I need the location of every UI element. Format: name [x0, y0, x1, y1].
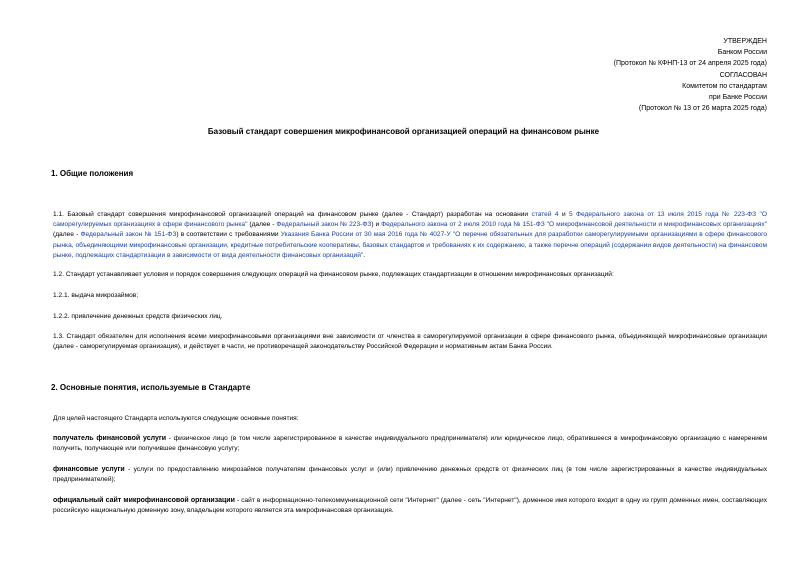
link-article-4[interactable]: статей 4: [531, 211, 559, 218]
paragraph-1-2-2: 1.2.2. привлечение денежных средств физических лиц.: [53, 313, 223, 320]
term-financial-services: финансовые услуги: [53, 466, 125, 473]
agreed-by: Комитетом по стандартам: [682, 82, 767, 90]
p1-text-g: .: [363, 251, 366, 259]
p1-text-f: ) в соответствии с требованиями: [176, 231, 281, 239]
link-bank-directive[interactable]: Указания Банка России от 30 мая 2016 года № 4027-У "О перечне обязательных для разработки саморегулируемыми организациями в сфере финансового рынка, объединяющими микрофинансовые организации, кредитные потребительские кооперативы, базовых стандартов и требованиях к их содержанию, а также перечне операций (содержании видов деятельности) на финансовом рынке, подлежащих стандартизации в зависимости от вида деятельности финансовых организаций": [53, 231, 767, 259]
paragraph-1-2-1: 1.2.1. выдача микрозаймов;: [53, 292, 139, 299]
p1-text-e: (далее -: [53, 231, 81, 239]
approved-protocol: (Протокол № КФНП-13 от 24 апреля 2025 года): [613, 60, 767, 68]
section-1-heading: 1. Общие положения: [51, 169, 134, 178]
paragraph-1-1: [53, 210, 767, 261]
def-official-website: - сайт в информационно-телекоммуникационной сети "Интернет" (далее - сеть "Интернет"), доменное имя которого входит в одну из групп доменных имен, составляющих российскую национальную доменную зону, владельцем которого является эта микрофинансовая организация.: [53, 497, 768, 515]
link-fz-151[interactable]: Федерального закона от 2 июля 2010 года № 151-ФЗ "О микрофинансовой деятельности и микрофинансовых организациях": [381, 221, 767, 229]
paragraph-1-3: 1.3. Стандарт обязателен для исполнения всеми микрофинансовыми организациями вне зависимости от членства в саморегулируемой организации в сфере финансового рынка, объединяющей микрофинансовые организации (далее - саморегулируемая организация), и действует в части, не противоречащей законодательству Российской Федерации и нормативным актам Банка России.: [53, 333, 767, 351]
definition-financial-service-recipient: [53, 434, 767, 454]
link-fz-223[interactable]: 5 Федерального закона от 13 июля 2015 года № 223-ФЗ "О саморегулируемых организациях в сфере финансового рынка": [53, 211, 767, 229]
p1-text-b: и: [558, 211, 569, 218]
p1-text-c: (далее -: [247, 221, 277, 229]
link-fz-223-short[interactable]: Федеральный закон № 223-ФЗ: [276, 221, 372, 229]
p1-text-d: ) и: [371, 221, 382, 229]
term-recipient: получатель финансовой услуги: [53, 435, 167, 442]
section-2-intro: Для целей настоящего Стандарта используются следующие основные понятия:: [53, 415, 299, 422]
def-recipient: - физическое лицо (в том числе зарегистрированное в качестве индивидуального предпринимателя) или юридическое лицо, обратившееся в микрофинансовую организацию с намерением получить, получающее или получившее финансовую услугу;: [53, 435, 767, 453]
agreed-label: СОГЛАСОВАН: [719, 71, 767, 79]
section-2-heading: 2. Основные понятия, используемые в Стандарте: [51, 383, 251, 392]
approved-label: УТВЕРЖДЕН: [723, 38, 767, 45]
approved-by: Банком России: [717, 49, 767, 57]
link-fz-151-short[interactable]: Федеральный закон № 151-ФЗ: [80, 231, 177, 239]
p1-text-a: 1.1. Базовый стандарт совершения микрофинансовой организацией операций на финансовом рынке (далее - Стандарт) разработан на основании: [53, 211, 532, 218]
def-financial-services: - услуги по предоставлению микрозаймов получателям финансовых услуг и (или) привлечению денежных средств от физических лиц (в том числе зарегистрированных в качестве индивидуальных предпринимателей);: [53, 466, 767, 484]
definition-official-website: [53, 496, 767, 516]
term-official-website: официальный сайт микрофинансовой организации: [53, 497, 235, 504]
approval-block: [614, 36, 767, 114]
paragraph-1-2: 1.2. Стандарт устанавливает условия и порядок совершения следующих операций на финансовом рынке, подлежащих стандартизации в отношении микрофинансовых организаций:: [53, 271, 614, 278]
agreed-by-org: при Банке России: [709, 94, 767, 102]
definition-financial-services: [53, 465, 767, 485]
document-title: Базовый стандарт совершения микрофинансовой организацией операций на финансовом рынке: [207, 127, 600, 136]
agreed-protocol: (Протокол № 13 от 26 марта 2025 года): [638, 105, 767, 113]
